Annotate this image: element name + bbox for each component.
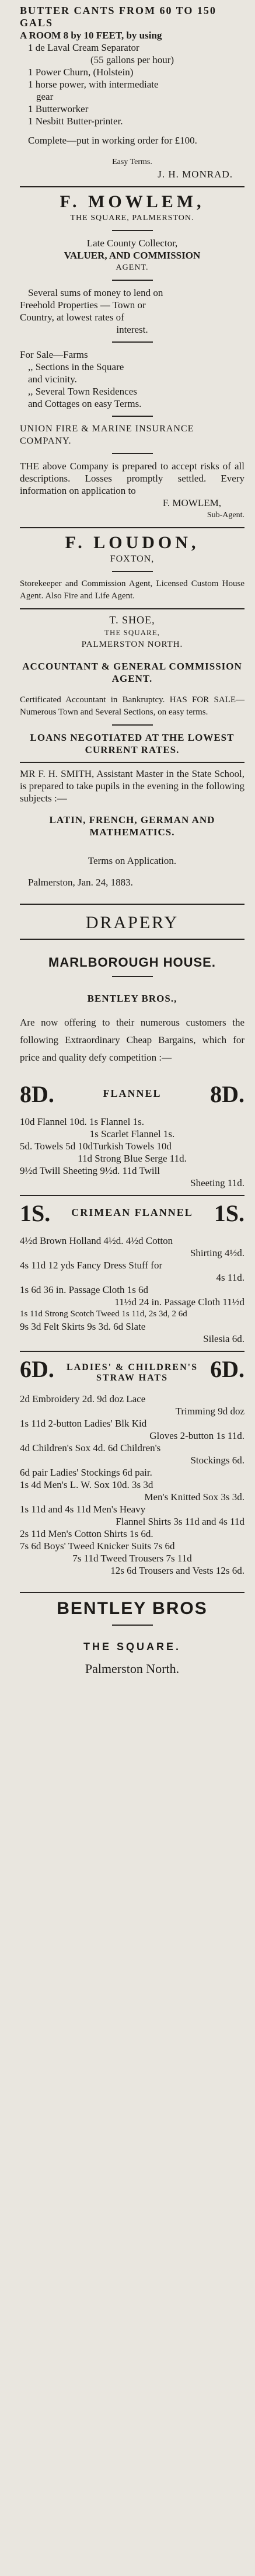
- flannel-section-head: [20, 1083, 244, 1106]
- mowlem-sale: For Sale—Farms: [20, 349, 88, 360]
- smith-subjects: LATIN, FRENCH, GERMAN AND MATHEMATICS.: [49, 814, 215, 838]
- mowlem-sale: ,, Several Town Residences: [28, 386, 137, 397]
- divider: [20, 939, 244, 940]
- ladies-line: 7s 11d Tweed Trousers 7s 11d: [72, 1553, 192, 1564]
- divider: [112, 416, 153, 417]
- smith-date: Palmerston, Jan. 24, 1883.: [28, 877, 133, 888]
- butter-item: 1 horse power, with intermediate: [28, 79, 159, 90]
- shoe-loans: LOANS NEGOTIATED AT THE LOWEST CURRENT RATES.: [30, 732, 235, 755]
- shoe-ad: [20, 609, 244, 763]
- ladies-section-head: [20, 1358, 244, 1383]
- ladies-line: 7s 6d Boys' Tweed Knicker Suits 7s 6d: [20, 1540, 175, 1552]
- butter-equipment-ad: [20, 0, 244, 187]
- butter-terms: Easy Terms.: [112, 158, 152, 166]
- mowlem-title: Late County Collector,: [86, 238, 178, 249]
- flannel-line: 5d. Towels 5d 10dTurkish Towels 10d: [20, 1141, 172, 1152]
- flannel-line: 10d Flannel 10d. 1s Flannel 1s.: [20, 1116, 144, 1127]
- divider: [112, 571, 153, 572]
- smith-body: MR F. H. SMITH, Assistant Master in the State School, is prepared to take pupils in the evening in the following subjects :—: [20, 768, 244, 804]
- butter-item: 1 Power Churn, (Holstein): [28, 67, 134, 78]
- smith-terms: Terms on Application.: [88, 855, 177, 866]
- ladies-line: Gloves 2-button 1s 11d.: [149, 1430, 244, 1441]
- flannel-line: 1s Scarlet Flannel 1s.: [89, 1128, 175, 1139]
- butter-headline-1: BUTTER CANTS FROM 60 TO 150 GALS: [20, 5, 216, 29]
- price-figure: 1S.: [20, 1200, 51, 1226]
- crimean-line: 11½d 24 in. Passage Cloth 11½d: [114, 1296, 244, 1308]
- ladies-line: 2d Embroidery 2d. 9d doz Lace: [20, 1393, 146, 1404]
- butter-item: 1 de Laval Cream Separator: [28, 42, 139, 53]
- footer-firm: BENTLEY BROS: [57, 1599, 208, 1618]
- flannel-line: Sheeting 11d.: [190, 1177, 244, 1188]
- divider: [112, 230, 153, 231]
- flannel-line: 9½d Twill Sheeting 9½d. 11d Twill: [20, 1165, 160, 1176]
- divider: [20, 1592, 244, 1593]
- mowlem-sale: ,, Sections in the Square: [28, 361, 124, 372]
- butter-item: gear: [36, 91, 54, 102]
- loudon-body: Storekeeper and Commission Agent, Licensed Custom House Agent. Also Fire and Life Agent.: [20, 579, 244, 601]
- mowlem-body: Country, at lowest rates of: [20, 312, 124, 323]
- ladies-line: 6d pair Ladies' Stockings 6d pair.: [20, 1467, 152, 1478]
- divider: [112, 976, 153, 977]
- union-body: THE above Company is prepared to accept risks of all descriptions. Losses promptly settled. Every information on application to: [20, 461, 244, 496]
- price-figure: 6D.: [20, 1356, 54, 1382]
- butter-signature: J. H. MONRAD.: [158, 169, 233, 180]
- price-figure: 6D.: [210, 1356, 244, 1382]
- smith-tutoring-ad: [20, 763, 244, 905]
- flannel-title: FLANNEL: [103, 1087, 162, 1099]
- mowlem-address: THE SQUARE, PALMERSTON.: [70, 214, 194, 222]
- marlborough-house: MARLBOROUGH HOUSE.: [48, 955, 216, 970]
- mowlem-title: VALUER, AND COMMISSION: [64, 250, 201, 261]
- crimean-line: 4s 11d 12 yds Fancy Dress Stuff for: [20, 1260, 163, 1271]
- mowlem-body: Freehold Properties — Town or: [20, 299, 146, 311]
- crimean-section-head: [20, 1202, 244, 1225]
- mowlem-ad: [20, 187, 244, 528]
- mowlem-name: F. MOWLEM,: [60, 192, 205, 211]
- ladies-line: 4d Children's Sox 4d. 6d Children's: [20, 1442, 161, 1453]
- butter-item: 1 Nesbitt Butter-printer.: [28, 116, 123, 127]
- butter-headline-2: A ROOM 8 by 10 FEET, by using: [20, 30, 162, 41]
- drapery-ad: [20, 905, 244, 1675]
- mowlem-body: Several sums of money to lend on: [28, 287, 163, 298]
- crimean-line: 1s 11d Strong Scotch Tweed 1s 11d, 2s 3d, 2 6d: [20, 1309, 187, 1319]
- mowlem-sale: and vicinity.: [28, 374, 77, 385]
- divider: [112, 341, 153, 343]
- divider: [20, 1195, 244, 1196]
- divider: [20, 1351, 244, 1352]
- crimean-line: 9s 3d Felt Skirts 9s 3d. 6d Slate: [20, 1321, 146, 1332]
- ladies-title: LADIES' & CHILDREN'S STRAW HATS: [67, 1362, 198, 1383]
- ladies-line: 1s 11d 2-button Ladies' Blk Kid: [20, 1418, 147, 1429]
- shoe-name: T. SHOE,: [109, 614, 155, 626]
- footer-town: Palmerston North.: [85, 1661, 180, 1676]
- drapery-title: DRAPERY: [85, 913, 179, 932]
- shoe-address: PALMERSTON NORTH.: [81, 640, 183, 649]
- mowlem-sale: and Cottages on easy Terms.: [28, 398, 142, 409]
- union-sign-name: F. MOWLEM,: [162, 497, 221, 508]
- loudon-town: FOXTON,: [110, 554, 155, 564]
- ladies-line: Stockings 6d.: [190, 1455, 244, 1466]
- union-sign-title: Sub-Agent.: [207, 511, 244, 520]
- butter-item: (55 gallons per hour): [90, 54, 174, 65]
- crimean-line: 4½d Brown Holland 4½d. 4½d Cotton: [20, 1235, 173, 1246]
- ladies-line: Flannel Shirts 3s 11d and 4s 11d: [116, 1516, 244, 1527]
- footer-address: THE SQUARE.: [83, 1641, 181, 1653]
- crimean-title: CRIMEAN FLANNEL: [71, 1207, 193, 1218]
- crimean-line: Silesia 6d.: [203, 1333, 244, 1344]
- ladies-line: 1s 11d and 4s 11d Men's Heavy: [20, 1504, 146, 1515]
- divider: [112, 453, 153, 454]
- flannel-line: 11d Strong Blue Serge 11d.: [78, 1153, 187, 1164]
- divider: [112, 280, 153, 281]
- mowlem-title: AGENT.: [116, 263, 149, 272]
- ladies-line: 12s 6d Trousers and Vests 12s 6d.: [110, 1565, 244, 1576]
- shoe-address: THE SQUARE,: [104, 628, 160, 637]
- ladies-line: Men's Knitted Sox 3s 3d.: [144, 1491, 244, 1503]
- crimean-line: 1s 6d 36 in. Passage Cloth 1s 6d: [20, 1284, 149, 1295]
- ladies-line: 2s 11d Men's Cotton Shirts 1s 6d.: [20, 1528, 153, 1539]
- drapery-firm: BENTLEY BROS.,: [87, 993, 177, 1004]
- price-figure: 1S.: [214, 1200, 244, 1226]
- price-figure: 8D.: [210, 1081, 244, 1107]
- divider: [112, 724, 153, 726]
- drapery-intro: Are now offering to their numerous customers the following Extraordinary Cheap Bargains, which for price and quality defy competition :—: [20, 1017, 244, 1063]
- ladies-line: Trimming 9d doz: [175, 1406, 244, 1417]
- mowlem-body: interest.: [116, 324, 148, 335]
- shoe-heading: ACCOUNTANT & GENERAL COMMISSION AGENT.: [22, 661, 242, 684]
- crimean-line: 4s 11d.: [216, 1272, 244, 1283]
- shoe-body: Certificated Accountant in Bankruptcy. HAS FOR SALE—Numerous Town and Several Sections, on easy terms.: [20, 695, 244, 717]
- butter-item: 1 Butterworker: [28, 103, 89, 114]
- union-heading: UNION FIRE & MARINE INSURANCE COMPANY.: [20, 424, 194, 446]
- loudon-name: F. LOUDON,: [65, 533, 200, 552]
- divider: [112, 1625, 153, 1626]
- butter-complete: Complete—put in working order for £100.: [28, 135, 197, 146]
- loudon-ad: [20, 528, 244, 609]
- price-figure: 8D.: [20, 1081, 54, 1107]
- ladies-line: 1s 4d Men's L. W. Sox 10d. 3s 3d: [20, 1479, 153, 1490]
- crimean-line: Shirting 4½d.: [190, 1247, 244, 1259]
